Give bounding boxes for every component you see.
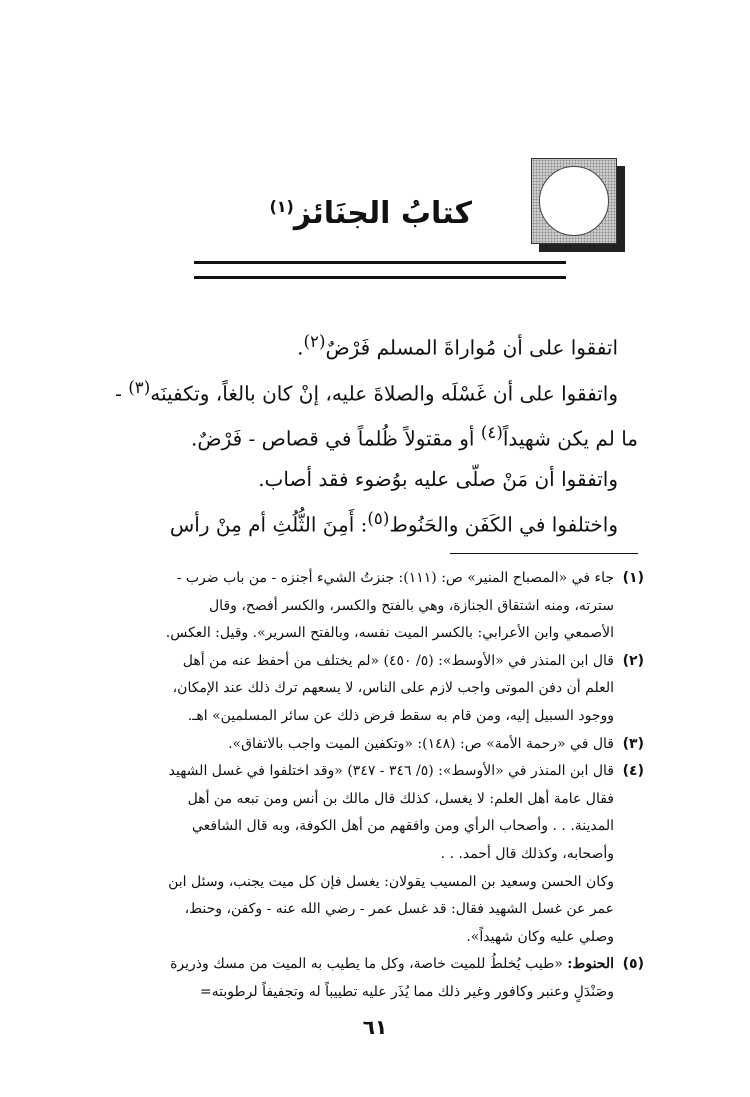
footnote (112, 565, 644, 648)
footnote-line: قال ابن المنذر في «الأوسط»: (٥/ ٤٥٠) «لم يختلف من أحفظ عنه من أهل (182, 652, 614, 669)
footnote-line: المدينة. . . وأصحاب الرأي ومن وافقهم من أهل الكوفة، وبه قال الشافعي (191, 818, 614, 835)
footnote-number: (٢) (622, 652, 644, 669)
footnote-line: الحنوط: «طيب يُخلطُ للميت خاصة، وكل ما يطيب به الميت من مسك وذريرة (170, 956, 614, 973)
footnote-line: الأصمعي وابن الأعرابي: بالكسر الميت نفسه، وبالفتح السرير». وقيل: العكس. (165, 625, 614, 642)
footnote-line: ووجود السبيل إليه، ومن قام به سقط فرض ذلك عن سائر المسلمين» اهـ. (187, 707, 614, 724)
title-rule-top (194, 261, 566, 264)
footnote-line: وصلي عليه وكان شهيداً». (466, 928, 614, 945)
footnote-number: (٣) (622, 735, 644, 752)
footnote-line: وكان الحسن وسعيد بن المسيب يقولان: يغسل فإن كل ميت يجنب، وسئل ابن (168, 873, 614, 890)
footnote-line: عمر عن غسل الشهيد فقال: قد غسل عمر - رضي الله عنه - وكفن، وحنط، (184, 901, 614, 918)
footnote-line: وصَنْدَلٍ وعنبر وكافور وغير ذلك مما يُذَر عليه تطييباً له وتجفيفاً لرطوبته= (199, 983, 614, 1000)
footnote-line: قال في «رحمة الأمة» ص: (١٤٨): «وتكفين الميت واجب بالاتفاق». (228, 735, 614, 752)
footnote-line: وأصحابه، وكذلك قال أحمد. . . (440, 845, 614, 862)
chapter-title-marker: (١) (269, 197, 294, 216)
chapter-title-text: كتابُ الجنَائز (293, 196, 472, 231)
footnote-line: سترته، ومنه اشتقاق الجنازة، وهي بالفتح والكسر، والكسر أفصح، وقال (209, 597, 614, 614)
title-rule-bottom (194, 276, 566, 279)
footnote (112, 758, 644, 868)
footnote-line: جاء في «المصباح المنير» ص: (١١١): جنزتُ الشيء أجنزه - من باب ضرب - (176, 570, 614, 586)
footnote-line: العلم أن دفن الموتى واجب لازم على الناس، لا يسعهم ترك ذلك عند الإمكان، (172, 680, 614, 697)
footnote-number: (٥) (622, 956, 644, 973)
body-paragraph: واختلفوا في الكَفَن والحَنُوط$^{(٥)}$: أَمِنَ الثُّلُثِ أم مِنْ رأس (169, 508, 618, 537)
footnote-line: قال ابن المنذر في «الأوسط»: (٥/ ٣٤٦ - ٣٤٧) «وقد اختلفوا في غسل الشهيد (168, 763, 614, 780)
footnote-line: فقال عامة أهل العلم: لا يغسل، كذلك قال مالك بن أنس ومن تبعه من أهل (187, 790, 614, 807)
body-paragraph: اتفقوا على أن مُواراةَ المسلم فَرْضٌ$^{(٢)}$. (297, 332, 618, 360)
body-paragraph: واتفقوا على أن غَسْلَه والصلاةَ عليه، إنْ كان بالغاً، وتكفينَه$^{(٣)}$ - (115, 377, 618, 406)
footnotes (112, 565, 644, 1007)
footnote-keyword: الحنوط: (567, 956, 614, 973)
body-paragraph: ما لم يكن شهيداً$^{(٤)}$ أو مقتولاً ظُلماً في قصاص - فَرْضٌ. (191, 423, 638, 451)
main-text (116, 322, 638, 545)
footnote (112, 731, 644, 759)
footnote-number: (٤) (622, 763, 644, 780)
footnote-separator (450, 553, 638, 554)
chapter-emblem-icon (531, 158, 625, 252)
footnote-number: (١) (622, 570, 644, 586)
footnote (112, 951, 644, 1006)
page-number: ٦١ (362, 1015, 388, 1039)
footnote-continuation (112, 869, 644, 952)
body-paragraph: واتفقوا أن مَنْ صلّى عليه بوُضوء فقد أصاب. (258, 466, 618, 491)
chapter-title (269, 196, 472, 231)
footnote (112, 648, 644, 731)
